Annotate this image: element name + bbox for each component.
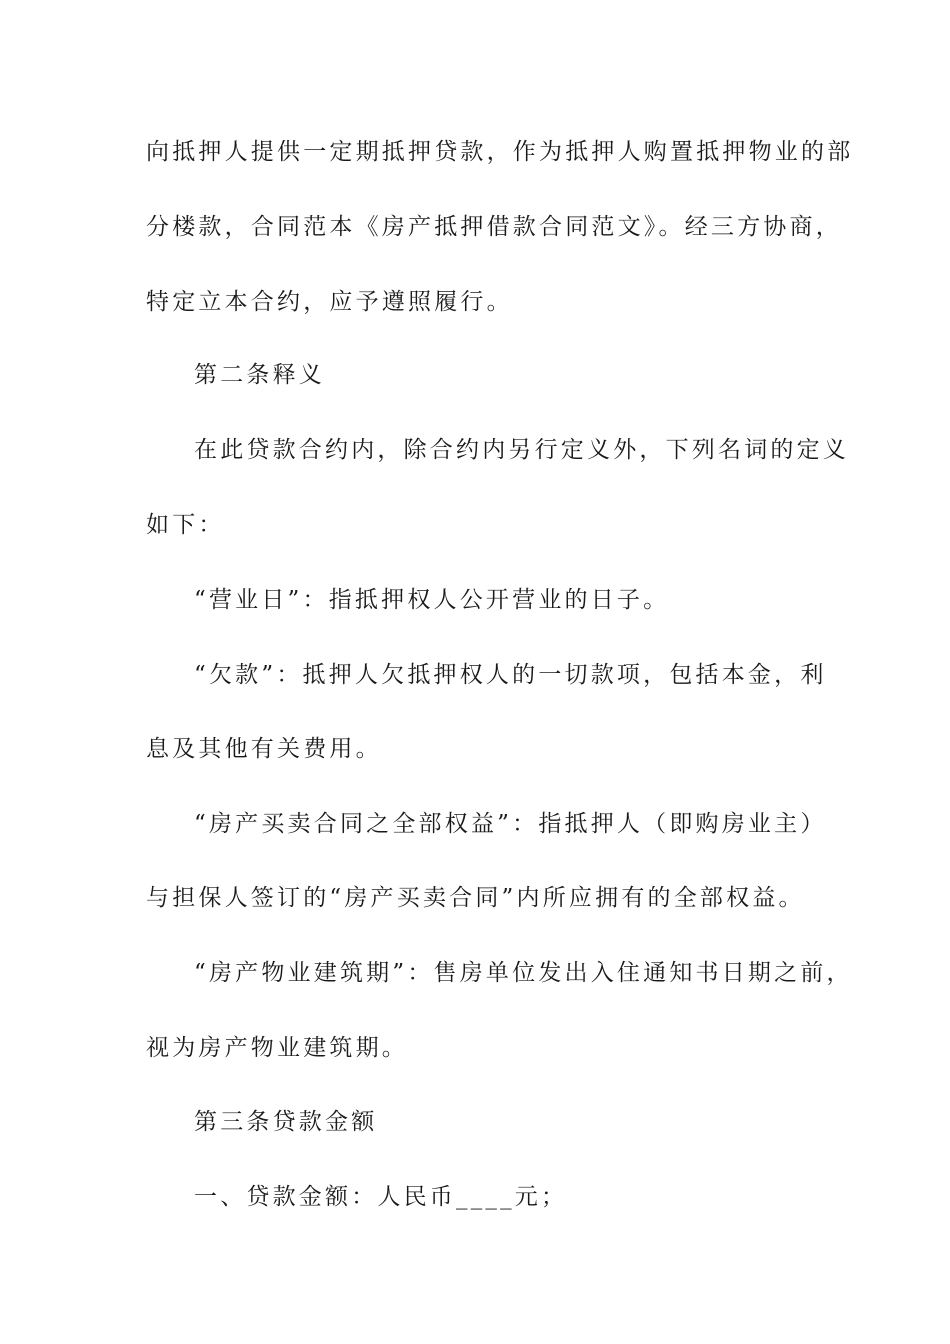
text-line: 与担保人签订的“房产买卖合同”内所应拥有的全部权益。 xyxy=(146,885,805,911)
section-heading: 第三条贷款金额 xyxy=(194,1109,378,1135)
text-line: 向抵押人提供一定期抵押贷款，作为抵押人购置抵押物业的部 xyxy=(146,139,854,165)
text-line: 视为房产物业建筑期。 xyxy=(146,1035,408,1061)
text-line: 分楼款，合同范本《房产抵押借款合同范文》。经三方协商， xyxy=(146,214,842,240)
text-line: 如下： xyxy=(146,512,225,538)
text-line: 在此贷款合约内，除合约内另行定义外，下列名词的定义 xyxy=(194,437,849,463)
text-line: 一、贷款金额：人民币____元； xyxy=(194,1184,568,1210)
text-line: “房产买卖合同之全部权益”：指抵押人（即购房业主） xyxy=(194,811,827,837)
text-line: 息及其他有关费用。 xyxy=(146,736,382,762)
section-heading: 第二条释义 xyxy=(194,362,325,388)
text-line: “营业日”：指抵押权人公开营业的日子。 xyxy=(194,587,670,613)
text-line: 特定立本合约，应予遵照履行。 xyxy=(146,289,513,315)
text-line: “欠款”：抵押人欠抵押权人的一切款项，包括本金，利 xyxy=(194,662,827,688)
text-line: “房产物业建筑期”：售房单位发出入住通知书日期之前， xyxy=(194,960,853,986)
